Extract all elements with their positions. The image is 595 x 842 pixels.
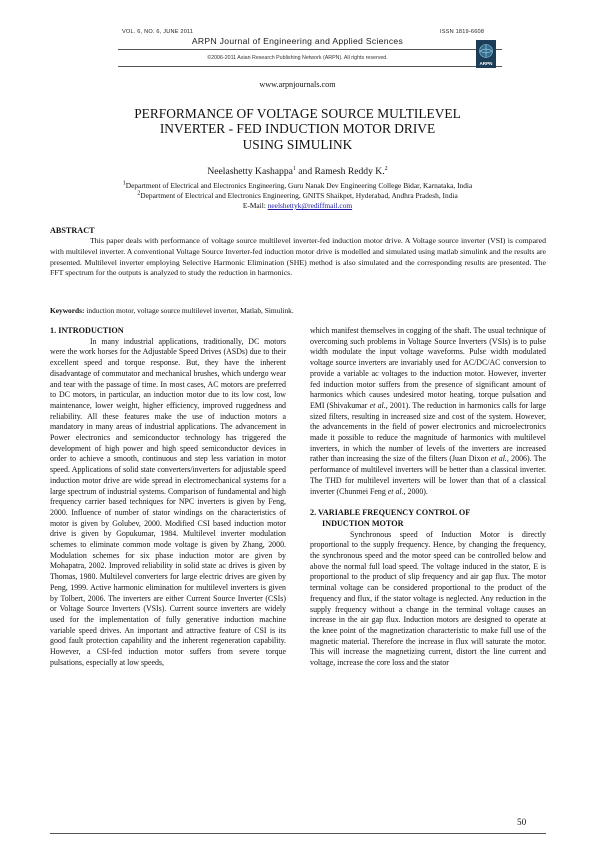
copyright-notice: ©2006-2011 Asian Research Publishing Network (ARPN). All rights reserved. xyxy=(207,55,388,61)
text-run: which manifest themselves in cogging of the shaft. The usual technique of overcoming such problems in Voltage Source Inverters (VSIs) is to pulse width modulate the input voltage waveforms. Pulse width modulated voltage source inverters are invariably used for AC/DC/AC conversion to provide a variable ac voltages to the induction motor. However, inverter fed induction motor suffers from the presence of significant amount of harmonics which causes undesired motor heating, torque pulsation and EMI (Shivakumar xyxy=(310,326,546,410)
citation-etal: et al. xyxy=(387,486,404,496)
keywords-text: induction motor, voltage source multilevel inverter, Matlab, Simulink. xyxy=(84,306,294,315)
affiliation xyxy=(0,181,595,190)
text-run: , 2006). The performance of multilevel inverters will be better than a classical inverter. The THD for multilevel inverters will be lower than that of a classical inverter (Chunmei Feng xyxy=(310,454,546,496)
arpn-logo-icon xyxy=(476,40,496,68)
right-column xyxy=(310,326,546,669)
page-number: 50 xyxy=(517,817,527,827)
email-label: E-Mail: xyxy=(242,201,268,210)
title-line: PERFORMANCE OF VOLTAGE SOURCE MULTILEVEL xyxy=(134,106,461,121)
header-divider xyxy=(118,66,502,67)
abstract-heading: ABSTRACT xyxy=(50,226,95,235)
affiliation-mark: 1 xyxy=(122,180,126,187)
volume-info: VOL. 6, NO. 6, JUNE 2011 xyxy=(122,29,194,35)
author-name: Neelashetty Kashappa xyxy=(207,166,293,177)
footer-divider xyxy=(50,833,546,834)
keywords-label: Keywords: xyxy=(50,306,85,315)
text-run: , 2000). xyxy=(403,486,428,496)
email-line xyxy=(0,201,595,210)
journal-name: ARPN Journal of Engineering and Applied Sciences xyxy=(191,36,404,46)
issn: ISSN 1819-6608 xyxy=(440,29,485,35)
title-line: INVERTER - FED INDUCTION MOTOR DRIVE xyxy=(159,121,436,137)
section-heading-line: INDUCTION MOTOR xyxy=(322,518,404,528)
email-link[interactable]: neelshettyk@rediffmail.com xyxy=(267,201,353,210)
abstract-text: This paper deals with performance of voltage source multilevel inverter-fed induction motor drive. A Voltage source inverter (VSI) is compared with multilevel inverter. A conventional Voltage Source Inverter-fed induction motor drive is modelled and simulated using matlab simulink and the results are presented. Multilevel inverter employing Selective Harmonic Elimination (SHE) method is also simulated and the corresponding results are presented. The FFT spectrum for the outputs is analyzed to study the reduction in harmonics. xyxy=(50,236,546,278)
affiliation-mark: 2 xyxy=(137,190,141,197)
section-heading: 1. INTRODUCTION xyxy=(50,326,124,335)
author-affiliation-mark: 1 xyxy=(292,165,296,172)
left-column xyxy=(50,326,286,669)
keywords-line xyxy=(50,306,546,315)
affiliation xyxy=(0,191,595,200)
citation-etal: et al. xyxy=(490,454,507,464)
section-heading-line: 2. VARIABLE FREQUENCY CONTROL OF xyxy=(310,508,471,518)
paragraph: Synchronous speed of Induction Motor is directly proportional to the supply frequency. Hence, by changing the frequency, the synchronous speed and the motor speed can be controlled below and above the normal full load speed. The voltage induced in the stator, E is proportional to the product of slip frequency and air gap flux. The motor terminal voltage can be considered proportional to the product of the frequency and flux, if the stator voltage is neglected. Any reduction in the supply frequency without a change in the terminal voltage causes an increase in the air gap flux. Induction motors are designed to operate at the knee point of the magnetization characteristic to make full use of the magnetic material. Therefore the increase in flux will saturate the motor. This will increase the magnetizing current, distort the line current and voltage, increase the core loss and the stator xyxy=(310,529,546,668)
journal-url[interactable]: www.arpnjournals.com xyxy=(259,80,336,89)
section-heading xyxy=(310,508,546,529)
author-separator: and xyxy=(295,166,315,177)
article-title xyxy=(60,106,535,152)
author-affiliation-mark: 2 xyxy=(384,165,388,172)
logo-text: ARPN xyxy=(479,61,493,66)
author-list xyxy=(0,166,595,177)
title-line: USING SIMULINK xyxy=(242,136,353,152)
author-name: Ramesh Reddy K. xyxy=(314,166,385,177)
citation-etal: et al. xyxy=(369,400,386,410)
affiliation-text: Department of Electrical and Electronics Engineering, GNITS Shaikpet, Hyderabad, Andhra Pradesh, India xyxy=(140,191,458,200)
affiliation-text: Department of Electrical and Electronics Engineering, Guru Nanak Dev Engineering College Bidar, Karnataka, India xyxy=(125,181,473,190)
paragraph: In many industrial applications, traditionally, DC motors were the work horses for the Adjustable Speed Drives (ASDs) due to their excellent speed and torque response. But, they have the inherent disadvantage of commutator and mechanical brushes, which undergo wear and tear with the passage of time. In most cases, AC motors are preferred to DC motors, in particular, an induction motor due to its low cost, low maintenance, lower weight, higher efficiency, improved ruggedness and reliability. All these features make the use of induction motors a mandatory in many areas of industrial applications. The advancement in Power electronics and semiconductor technology has triggered the development of high power and high speed semiconductor devices in order to achieve a smooth, continuous and step less variation in motor speed. Applications of solid state converters/inverters for adjustable speed induction motor drive are wide spread in electromechanical systems for a large spectrum of industrial systems. Comparison of fundamental and high frequency carrier based techniques for NPC inverters is given by Feng, 2000. Influence of number of stator windings on the characteristics of motor is given by Golubev, 2000. Modified CSI based induction motor drive is given by Gopukumar, 1984. Multilevel inverter modulation schemes to eliminate common mode voltage is given by Zhang, 2000. Modulation schemes for six phase induction motor are given by Mohapatra, 2002. Improved reliability in solid state ac drives is given by Thomas, 1980. Multilevel converters for large electric drives are given by Peng, 1999. Active harmonic elimination for multilevel inverters is given by Tolbert, 2006. The inverters are either Current Source Inverter (CSIs) or Voltage Source Inverters (VSIs). Current source inverters are widely used for the implementation of fully generative induction machine variable speed drives. An important and attractive feature of CSI is its good fault protection capability and the inherent regeneration capability. However, a CSI-fed induction motor suffers from severe torque pulsations, especially at low speeds, xyxy=(50,336,286,667)
paragraph xyxy=(310,326,546,497)
text-run: , 2001). The reduction in harmonics calls for large sized filters, resulting in increased size and cost of the system. However, the advancements in the field of power electronics and microelectronics made it possible to reduce the magnitude of harmonics with multilevel inverters, in which the number of levels of the inverters are increased rather than increasing the size of the filters (Juan Dixon xyxy=(310,400,547,464)
header-divider xyxy=(118,49,502,50)
